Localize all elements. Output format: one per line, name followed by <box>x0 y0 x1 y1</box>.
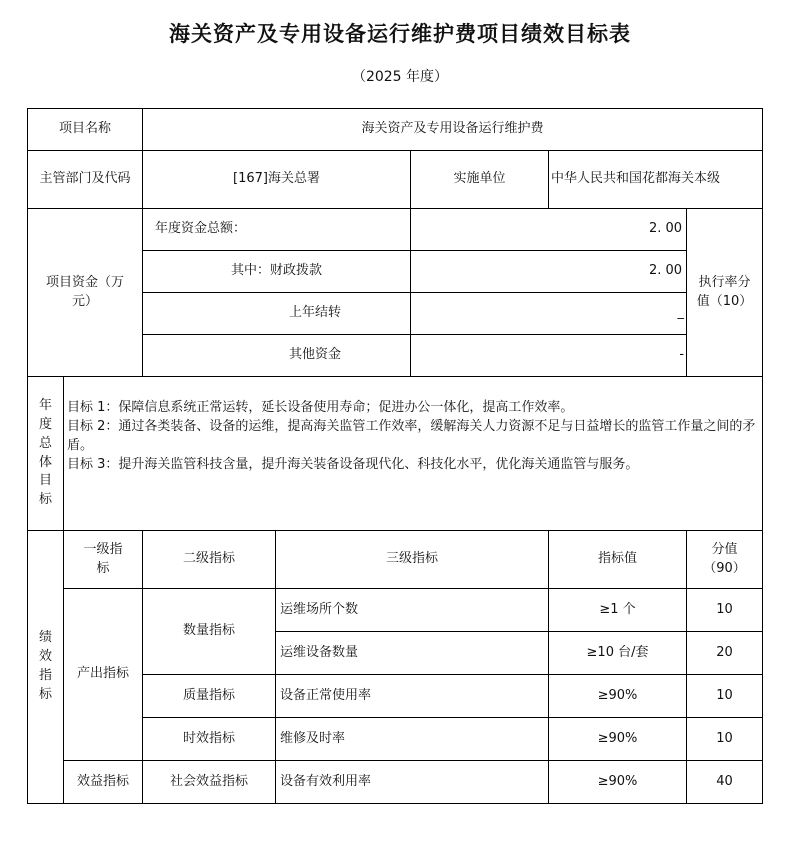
funds-carryover-value: _ <box>411 293 687 335</box>
funds-fiscal-value: 2. 00 <box>411 251 687 293</box>
funds-total-label: 年度资金总额： <box>143 209 411 251</box>
level1-benefit: 效益指标 <box>64 761 143 804</box>
goals-label: 年度总体目标 <box>28 377 64 531</box>
level3-indicator: 设备有效利用率 <box>276 761 549 804</box>
level3-indicator: 维修及时率 <box>276 718 549 761</box>
funds-carryover-label: 上年结转 <box>143 293 411 335</box>
project-name-value: 海关资产及专用设备运行维护费 <box>143 109 763 151</box>
funds-label: 项目资金（万元） <box>28 209 143 377</box>
header-level3: 三级指标 <box>276 531 549 589</box>
header-level1: 一级指标 <box>64 531 143 589</box>
header-value: 指标值 <box>549 531 687 589</box>
indicator-score: 10 <box>687 718 763 761</box>
exec-rate-label: 执行率分值（10） <box>687 209 763 377</box>
indicator-value: ≥90% <box>549 718 687 761</box>
header-score: 分值（90） <box>687 531 763 589</box>
goal-item: 目标 2：通过各类装备、设备的运维，提高海关监管工作效率，缓解海关人力资源不足与日益增长的监管工作量之间的矛盾。 <box>67 418 756 453</box>
indicator-score: 40 <box>687 761 763 804</box>
funds-total-value: 2. 00 <box>411 209 687 251</box>
year-subtitle: （2025 年度） <box>351 69 449 85</box>
indicator-score: 10 <box>687 675 763 718</box>
funds-other-value: - <box>411 335 687 377</box>
header-level2: 二级指标 <box>143 531 276 589</box>
indicator-value: ≥90% <box>549 675 687 718</box>
dept-label: 主管部门及代码 <box>28 151 143 209</box>
level2-timeliness: 时效指标 <box>143 718 276 761</box>
performance-table <box>27 108 763 804</box>
page-title: 海关资产及专用设备运行维护费项目绩效目标表 <box>169 22 631 46</box>
level2-quality: 质量指标 <box>143 675 276 718</box>
level2-social-benefit: 社会效益指标 <box>143 761 276 804</box>
goal-item: 目标 3：提升海关监管科技含量，提升海关装备设备现代化、科技化水平，优化海关通监管与服务。 <box>67 456 639 472</box>
level1-output: 产出指标 <box>64 589 143 761</box>
dept-value: [167]海关总署 <box>143 151 411 209</box>
project-name-label: 项目名称 <box>28 109 143 151</box>
level2-quantity: 数量指标 <box>143 589 276 675</box>
indicator-value: ≥90% <box>549 761 687 804</box>
goals-content <box>64 377 763 531</box>
level3-indicator: 运维设备数量 <box>276 632 549 675</box>
unit-value: 中华人民共和国花都海关本级 <box>549 151 763 209</box>
indicator-score: 20 <box>687 632 763 675</box>
level3-indicator: 运维场所个数 <box>276 589 549 632</box>
indicator-score: 10 <box>687 589 763 632</box>
indicator-value: ≥1 个 <box>549 589 687 632</box>
unit-label: 实施单位 <box>411 151 549 209</box>
level3-indicator: 设备正常使用率 <box>276 675 549 718</box>
indicator-value: ≥10 台/套 <box>549 632 687 675</box>
indicators-label: 绩效指标 <box>28 531 64 804</box>
funds-other-label: 其他资金 <box>143 335 411 377</box>
goal-item: 目标 1：保障信息系统正常运转，延长设备使用寿命；促进办公一体化，提高工作效率。 <box>67 400 574 415</box>
funds-fiscal-label: 其中：财政拨款 <box>143 251 411 293</box>
